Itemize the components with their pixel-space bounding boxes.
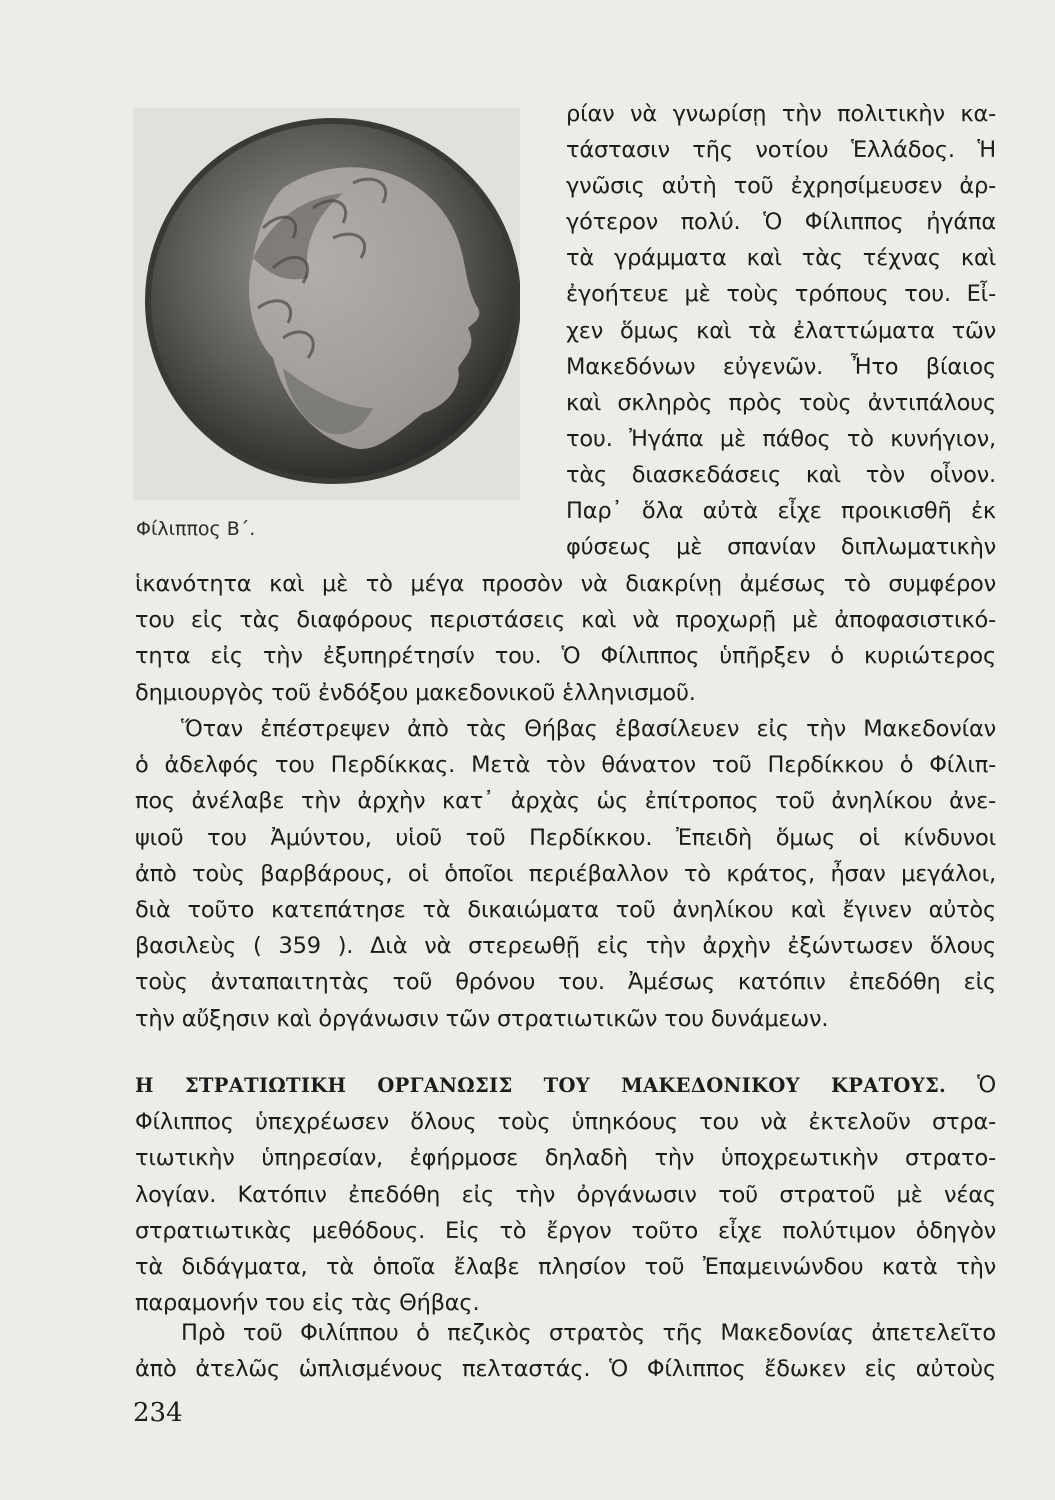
- text-line: ψιοῦ του Ἀμύντου, υἱοῦ τοῦ Περδίκκου. Ἐπειδὴ ὅμως οἱ κίνδυνοι: [135, 824, 996, 851]
- text-line: παραμονήν του εἰς τὰς Θήβας.: [135, 1290, 480, 1317]
- text-line: ἀπὸ ἀτελῶς ὡπλισμένους πελταστάς. Ὁ Φίλιππος ἔδωκεν εἰς αὐτοὺς: [135, 1356, 996, 1383]
- text-line: Πρὸ τοῦ Φιλίππου ὁ πεζικὸς στρατὸς τῆς Μακεδονίας ἀπετελεῖτο: [181, 1320, 996, 1346]
- text-line: τὰ διδάγματα, τὰ ὁποῖα ἔλαβε πλησίον τοῦ Ἐπαμεινώνδου κατὰ τὴν: [135, 1254, 996, 1281]
- text-line: τάστασιν τῆς νοτίου Ἑλλάδος. Ἡ: [566, 137, 996, 164]
- text-line: ἱκανότητα καὶ μὲ τὸ μέγα προσὸν νὰ διακρίνῃ ἀμέσως τὸ συμφέρον: [135, 571, 996, 597]
- text-line: τὰ γράμματα καὶ τὰς τέχνας καὶ: [566, 245, 996, 272]
- section-heading: Η ΣΤΡΑΤΙΩΤΙΚΗ ΟΡΓΑΝΩΣΙΣ ΤΟΥ ΜΑΚΕΔΟΝΙΚΟΥ ΚΡΑΤΟΥΣ.: [135, 1074, 947, 1097]
- text-line: γότερον πολύ. Ὁ Φίλιππος ἠγάπα: [566, 209, 996, 236]
- text-line: τοὺς ἀνταπαιτητὰς τοῦ θρόνου του. Ἀμέσως κατόπιν ἐπεδόθη εἰς: [135, 969, 996, 996]
- text-line: ἀπὸ τοὺς βαρβάρους, οἱ ὁποῖοι περιέβαλλον τὸ κράτος, ἦσαν μεγάλοι,: [135, 860, 996, 887]
- text-line: Παρ᾽ ὅλα αὐτὰ εἶχε προικισθῆ ἐκ: [566, 498, 996, 525]
- text-line: Μακεδόνων εὐγενῶν. Ἦτο βίαιος: [566, 353, 996, 380]
- text-line: λογίαν. Κατόπιν ἐπεδόθη εἰς τὴν ὀργάνωσιν τοῦ στρατοῦ μὲ νέας: [135, 1181, 996, 1208]
- paragraph-4: [135, 1315, 996, 1387]
- text-line: τὰς διασκεδάσεις καὶ τὸν οἶνον.: [566, 461, 996, 488]
- text-line: του εἰς τὰς διαφόρους περιστάσεις καὶ νὰ προχωρῇ μὲ ἀποφασιστικό-: [135, 607, 996, 634]
- text-line: στρατιωτικὰς μεθόδους. Εἰς τὸ ἔργον τοῦτο εἶχε πολύτιμον ὁδηγὸν: [135, 1217, 996, 1244]
- text-line: γνῶσις αὐτὴ τοῦ ἐχρησίμευσεν ἀρ-: [566, 173, 996, 200]
- section-army-organization: [135, 1067, 996, 1321]
- text-line: τητα εἰς τὴν ἐξυπηρέτησίν του. Ὁ Φίλιππος ὑπῆρξεν ὁ κυριώτερος: [135, 643, 996, 670]
- text-line: καὶ σκληρὸς πρὸς τοὺς ἀντιπάλους: [566, 389, 996, 416]
- heading-tail: Ὁ: [977, 1072, 997, 1098]
- coin-photograph: [133, 108, 520, 500]
- section-heading-line: [135, 1067, 996, 1104]
- text-line: βασιλεὺς ( 359 ). Διὰ νὰ στερεωθῇ εἰς τὴν ἀρχὴν ἐξώντωσεν ὅλους: [135, 933, 996, 960]
- text-line: τὴν αὔξησιν καὶ ὀργάνωσιν τῶν στρατιωτικῶν του δυνάμεων.: [135, 1005, 829, 1032]
- page-number: 234: [133, 1398, 183, 1428]
- text-line: διὰ τοῦτο κατεπάτησε τὰ δικαιώματα τοῦ ἀνηλίκου καὶ ἔγινεν αὐτὸς: [135, 897, 996, 924]
- paragraph-1: [135, 566, 996, 711]
- coin-portrait-image: [133, 108, 520, 500]
- text-line: ἐγοήτευε μὲ τοὺς τρόπους του. Εἶ-: [566, 281, 996, 308]
- text-line: ρίαν νὰ γνωρίσῃ τὴν πολιτικὴν κα-: [566, 101, 996, 127]
- side-column-text: [566, 96, 996, 565]
- text-line: τιωτικὴν ὑπηρεσίαν, ἐφήρμοσε δηλαδὴ τὴν ὑποχρεωτικὴν στρατο-: [135, 1145, 996, 1172]
- paragraph-2: [135, 711, 996, 1037]
- text-line: χεν ὅμως καὶ τὰ ἐλαττώματα τῶν: [566, 317, 996, 344]
- text-line: πος ἀνέλαβε τὴν ἀρχὴν κατ᾽ ἀρχὰς ὡς ἐπίτροπος τοῦ ἀνηλίκου ἀνε-: [135, 788, 996, 815]
- figure-caption: Φίλιππος Β΄.: [136, 518, 256, 540]
- text-line: δημιουργὸς τοῦ ἐνδόξου μακεδονικοῦ ἑλληνισμοῦ.: [135, 679, 696, 706]
- text-line: Φίλιππος ὑπεχρέωσεν ὅλους τοὺς ὑπηκόους του νὰ ἐκτελοῦν στρα-: [135, 1109, 996, 1136]
- text-line: φύσεως μὲ σπανίαν διπλωματικὴν: [566, 534, 996, 561]
- text-line: του. Ἠγάπα μὲ πάθος τὸ κυνήγιον,: [566, 425, 996, 452]
- text-line: ὁ ἀδελφός του Περδίκκας. Μετὰ τὸν θάνατον τοῦ Περδίκκου ὁ Φίλιπ-: [135, 752, 996, 779]
- text-line: Ὅταν ἐπέστρεψεν ἀπὸ τὰς Θήβας ἐβασίλευεν εἰς τὴν Μακεδονίαν: [181, 716, 996, 742]
